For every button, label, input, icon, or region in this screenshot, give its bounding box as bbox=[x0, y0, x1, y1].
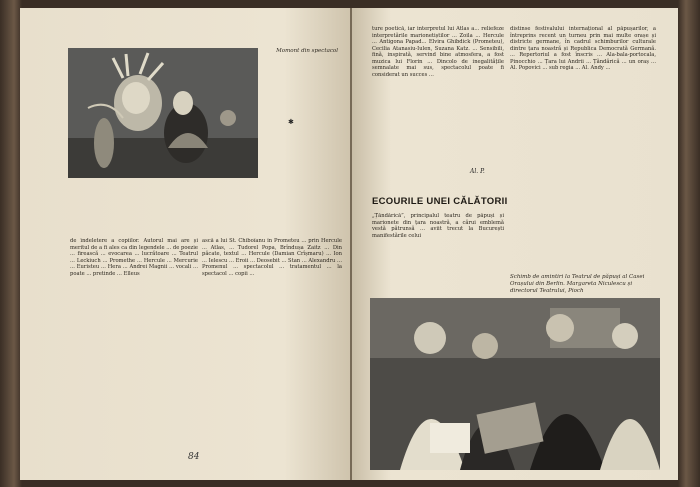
decorative-asterisk: ✱ bbox=[288, 118, 294, 126]
right-top-left-text: ture poetică, iar interpretul lui Atlas a... reliefeze interpretările marionetiștilor ... Zoila ... Hercule ... Antigona Papad... Elvira Ghibdick (Prometeu), Cecilia Atanasiu-Iulen, Suzana Katz. ... Sensibili, fină, inspirată, servind bine atmosfera, a fost muzica lui Florin ... Dincolo de inegalitățile semnalate mai sus, spectacolul poate fi considerat un succes ... bbox=[372, 26, 504, 78]
left-page bbox=[20, 8, 350, 480]
section-text-column bbox=[372, 213, 504, 269]
left-column-1-text: de îndeletere a copiilor. Autorul mai are și meritul de a fi ales ca din legendele ... de poezie ... firească ... evocarea ... lucrătoare ... Teatrul ... Leckiuch ... Promethe ... Hercule ... Mercurie ... Euristeu ... Hera ... Andrei Magnii ... vocali ... poate ... pretinde ... Elleus bbox=[70, 238, 198, 277]
section-heading: ECOURILE UNEI CĂLĂTORII bbox=[372, 196, 508, 207]
group-photo-caption: Schimb de amintiri la Teatrul de păpuși al Casei Orașului din Berlin. Margareta Niculescu și directorul Teatrului, Pioch bbox=[510, 274, 645, 294]
group-photo bbox=[370, 298, 660, 470]
performance-photo bbox=[68, 48, 258, 178]
group-photo-image bbox=[370, 298, 660, 470]
article-signature: Al. P. bbox=[470, 168, 485, 175]
puppet-performance-image bbox=[68, 48, 258, 178]
section-text: „Țăndărică”, principalul teatru de păpuși și marionete din țara noastră, a cărui emblemă vestă pătrunsă ... aviit trecut la București manifestările celui bbox=[372, 213, 504, 239]
left-column-2 bbox=[202, 238, 342, 464]
right-top-right-text: distinse festivalului internațional al păpușarilor, a întreprins recent un turneu prin mai multe orașe și districte germane, în cadrul schimburilor culturale dintre țara noastră și Republica Democrată Germană. ... Repertoriul a fost înscris ... Ala-bala-portocala, Pinocchio ... Țara lui Andrii ... Țăndărică ... un oraș ... Al. Popovici ... sub regia ... Al. Andy ... bbox=[510, 26, 656, 71]
page-number: 84 bbox=[188, 452, 200, 462]
right-top-left-column bbox=[372, 26, 504, 166]
right-top-right-column bbox=[510, 26, 656, 256]
performance-photo-caption: Momont din spectacol bbox=[276, 48, 338, 54]
left-column-2-text: ască a lui St. Chiboîanu în Prometeu ... prin Hercule ... Atlas, ... Tudorel Popa, Brîndușa Zaitz ... Din păcate, textul ... Hercule (Damian Crîșmaru) ... Ion ... Ielescu ... Eroii ... Deosebit ... Stan ... Alexandru ... Promenul ... spectacolul ... tratamentul ... la spectacol ... copii ... bbox=[202, 238, 342, 277]
left-column-1 bbox=[70, 238, 198, 464]
right-page bbox=[352, 8, 678, 480]
